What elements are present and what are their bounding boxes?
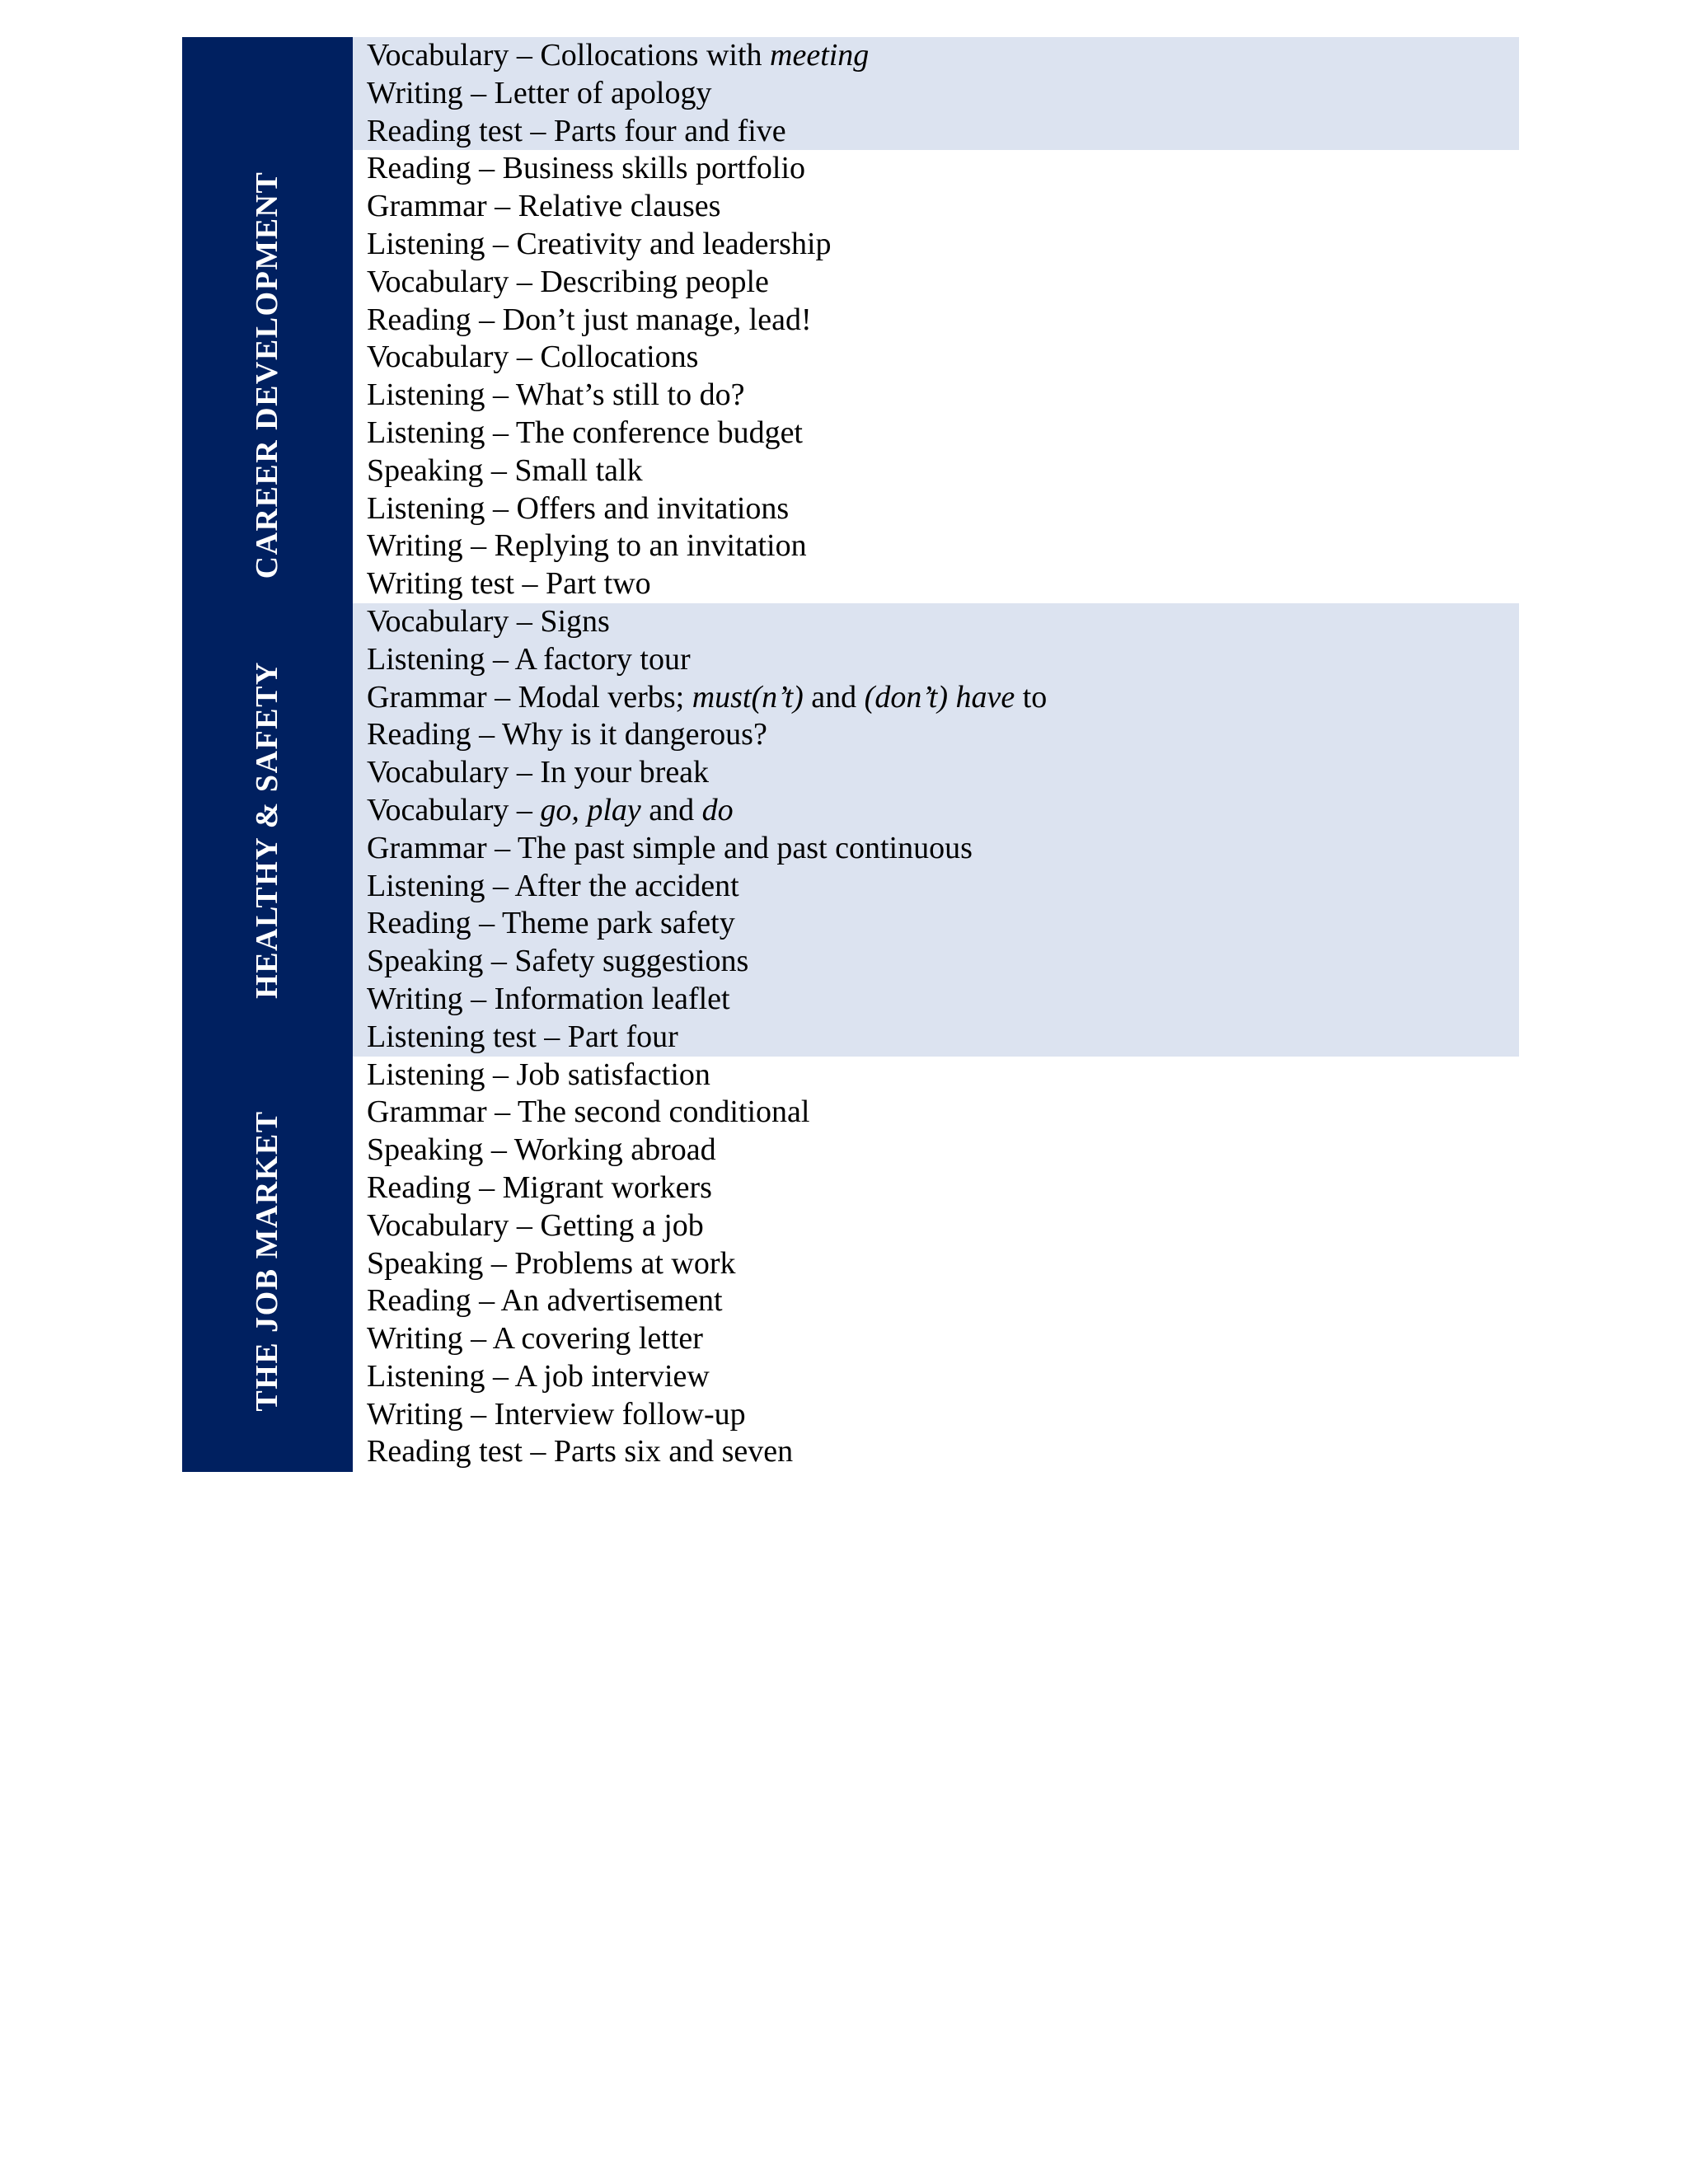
- lesson-item: [353, 679, 1519, 717]
- lesson-text: Listening – After the accident: [367, 868, 739, 903]
- lesson-text: Reading test – Parts six and seven: [367, 1434, 794, 1469]
- unit-sidebar: [182, 37, 353, 1472]
- lesson-text: Listening – A job interview: [367, 1358, 710, 1394]
- lesson-item: [353, 1282, 1519, 1320]
- lesson-item: [353, 981, 1519, 1019]
- lesson-text-part: and: [649, 792, 695, 827]
- lesson-item: [353, 490, 1519, 528]
- lesson-item: [353, 1433, 1519, 1471]
- lesson-item: [353, 302, 1519, 340]
- lesson-italic-term: do: [701, 792, 734, 827]
- lesson-text: Reading – Why is it dangerous?: [367, 717, 767, 752]
- lesson-item: [353, 868, 1519, 906]
- lesson-band: [353, 37, 1519, 150]
- lesson-item: [353, 792, 1519, 830]
- lesson-list: [353, 37, 1519, 1471]
- lesson-text: Vocabulary – In your break: [367, 755, 710, 790]
- unit-label-healthy-safety: HEALTHY & SAFETY: [250, 661, 284, 999]
- lesson-text: Reading – An advertisement: [367, 1283, 723, 1319]
- lesson-item: [353, 415, 1519, 452]
- lesson-item: [353, 527, 1519, 565]
- lesson-band: [353, 150, 1519, 603]
- lesson-text: Writing test – Part two: [367, 566, 651, 602]
- lesson-item: [353, 754, 1519, 792]
- lesson-item: [353, 905, 1519, 943]
- lesson-italic-term: meeting: [770, 38, 870, 73]
- unit-label-job-market: THE JOB MARKET: [250, 1110, 284, 1412]
- lesson-text: Listening – Job satisfaction: [367, 1057, 710, 1092]
- lesson-item: [353, 1320, 1519, 1358]
- lesson-text: Vocabulary – Collocations: [367, 340, 699, 375]
- lesson-text: Reading – Theme park safety: [367, 906, 735, 941]
- lesson-item: [353, 1094, 1519, 1132]
- lesson-text: Reading – Business skills portfolio: [367, 151, 805, 186]
- lesson-item: [353, 565, 1519, 603]
- lesson-text-part: and: [811, 679, 857, 715]
- lesson-item: [353, 377, 1519, 415]
- lesson-text: Vocabulary – Getting a job: [367, 1207, 704, 1243]
- lesson-item: [353, 264, 1519, 302]
- lesson-text: Vocabulary – Describing people: [367, 264, 769, 299]
- lesson-text: Grammar – Relative clauses: [367, 189, 721, 224]
- lesson-item: [353, 37, 1519, 75]
- lesson-item: [353, 1132, 1519, 1169]
- lesson-italic-term: (don’t) have: [864, 679, 1015, 715]
- lesson-item: [353, 1169, 1519, 1207]
- lesson-item: [353, 188, 1519, 226]
- lesson-text: Writing – Information leaflet: [367, 981, 730, 1016]
- lesson-text: Vocabulary –: [367, 792, 532, 827]
- lesson-text: Grammar – Modal verbs;: [367, 679, 685, 715]
- lesson-item: [353, 1358, 1519, 1396]
- lesson-text: Listening – Creativity and leadership: [367, 226, 832, 261]
- lesson-item: [353, 113, 1519, 151]
- lesson-text: Speaking – Problems at work: [367, 1245, 736, 1281]
- lesson-text: Grammar – The second conditional: [367, 1094, 810, 1130]
- lesson-text: Speaking – Small talk: [367, 452, 643, 488]
- lesson-item: [353, 830, 1519, 868]
- lesson-text: Listening test – Part four: [367, 1019, 678, 1054]
- lesson-text: Grammar – The past simple and past continuous: [367, 830, 973, 865]
- lesson-text: Writing – Interview follow-up: [367, 1396, 746, 1432]
- lesson-text-part: to: [1022, 679, 1048, 715]
- lesson-item: [353, 603, 1519, 641]
- lesson-text: Writing – Replying to an invitation: [367, 528, 807, 564]
- lesson-italic-term: must(n’t): [692, 679, 804, 715]
- unit-label-career-development: CAREER DEVELOPMENT: [250, 171, 284, 579]
- lesson-text: Listening – The conference budget: [367, 415, 803, 450]
- lesson-text: Listening – What’s still to do?: [367, 377, 745, 413]
- lesson-band: [353, 603, 1519, 1057]
- lesson-text: Reading – Migrant workers: [367, 1169, 712, 1205]
- lesson-text: Speaking – Safety suggestions: [367, 944, 749, 979]
- lesson-item: [353, 1396, 1519, 1434]
- lesson-text: Reading test – Parts four and five: [367, 113, 786, 148]
- lesson-text: Vocabulary – Signs: [367, 603, 610, 639]
- lesson-item: [353, 452, 1519, 490]
- lesson-item: [353, 1245, 1519, 1283]
- lesson-text: Writing – Letter of apology: [367, 75, 712, 110]
- lesson-band: [353, 1057, 1519, 1472]
- lesson-item: [353, 75, 1519, 113]
- lesson-item: [353, 226, 1519, 264]
- lesson-text: Vocabulary – Collocations with: [367, 38, 762, 73]
- lesson-italic-term: go, play: [540, 792, 641, 827]
- lesson-item: [353, 1057, 1519, 1094]
- lesson-text: Listening – A factory tour: [367, 641, 691, 677]
- lesson-text: Writing – A covering letter: [367, 1321, 703, 1357]
- lesson-text: Listening – Offers and invitations: [367, 490, 790, 526]
- lesson-item: [353, 150, 1519, 188]
- lesson-item: [353, 716, 1519, 754]
- lesson-item: [353, 943, 1519, 981]
- lesson-text: Speaking – Working abroad: [367, 1132, 716, 1168]
- lesson-item: [353, 641, 1519, 679]
- lesson-item: [353, 339, 1519, 377]
- lesson-item: [353, 1207, 1519, 1245]
- lesson-item: [353, 1019, 1519, 1057]
- lesson-text: Reading – Don’t just manage, lead!: [367, 302, 812, 337]
